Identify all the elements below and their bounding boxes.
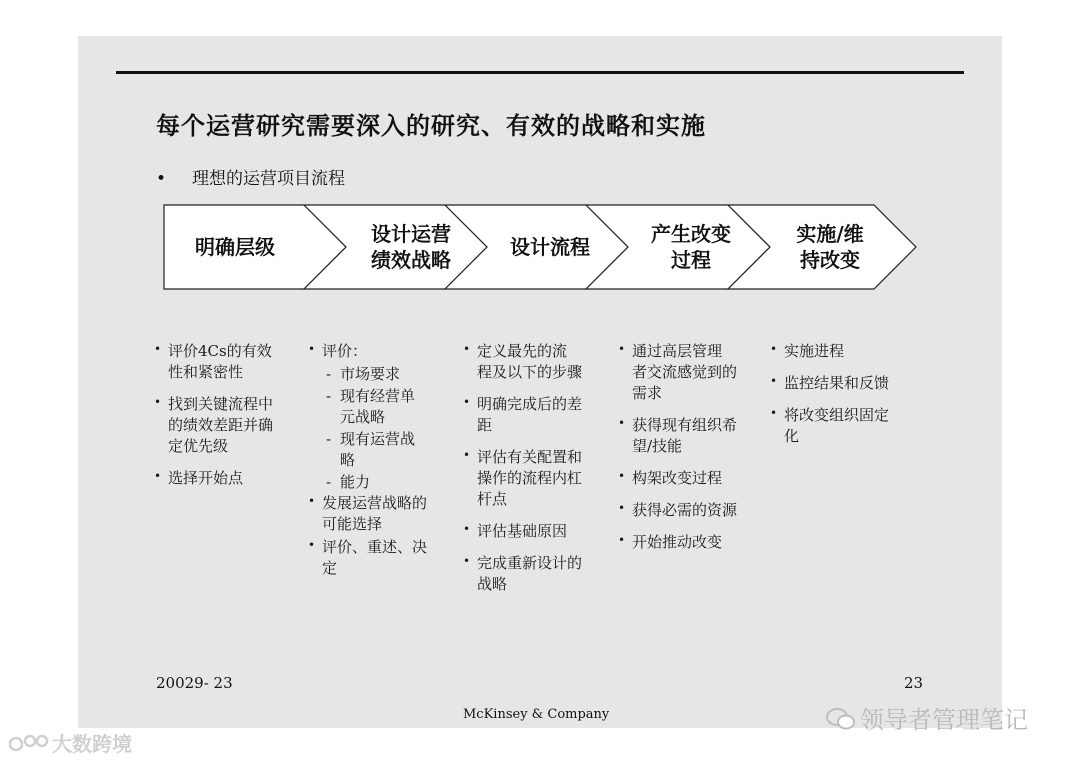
step-2-details: [308, 341, 458, 590]
list-item: • 评估有关配置和 操作的流程内杠 杆点: [463, 448, 583, 508]
sub-item: - 能力: [326, 473, 371, 491]
list-item: • 实施进程: [770, 342, 845, 360]
step-4-details: [618, 341, 768, 564]
step-1-details: [154, 341, 304, 500]
watermark-right: [826, 700, 1028, 735]
page-number: 23: [904, 674, 924, 692]
list-item: • 找到关键流程中 的绩效差距并确 定优先级: [154, 395, 274, 455]
step-5-label: 实施/维 持改变: [796, 222, 864, 272]
list-item: • 构架改变过程: [618, 469, 723, 487]
list-item: • 明确完成后的差 距: [463, 395, 583, 434]
watermark-logo-icon: [8, 732, 52, 754]
watermark-left: [8, 728, 132, 757]
sub-item: - 现有经营单 元战略: [326, 387, 416, 426]
list-item: • 评价：: [308, 342, 368, 360]
list-item: • 获得现有组织希 望/技能: [618, 416, 738, 455]
step-3-details: [463, 341, 613, 606]
watermark-left-text: 大数跨境: [52, 732, 132, 756]
slide-title: 每个运营研究需要深入的研究、有效的战略和实施: [156, 112, 706, 140]
list-item: • 评估基础原因: [463, 522, 568, 540]
list-item: • 将改变组织固定 化: [770, 406, 890, 445]
footer-date: 20029- 23: [156, 674, 233, 692]
list-item: • 评价4Cs的有效 性和紧密性: [154, 342, 272, 381]
list-item: • 获得必需的资源: [618, 501, 738, 519]
company-name: McKinsey & Company: [463, 707, 610, 722]
watermark-right-text: 领导者管理笔记: [860, 706, 1028, 734]
slide: [78, 36, 1002, 728]
subtitle-text: 理想的运营项目流程: [192, 169, 345, 189]
list-item: • 监控结果和反馈: [770, 374, 890, 392]
step-3-label: 设计流程: [510, 235, 590, 259]
sub-item: - 市场要求: [326, 365, 401, 383]
list-item: • 开始推动改变: [618, 533, 723, 551]
step-1-label: 明确层级: [195, 235, 275, 259]
list-item: • 通过高层管理 者交流感觉到的 需求: [618, 342, 738, 402]
step-2-label: 设计运营 绩效战略: [371, 222, 451, 272]
bullet-glyph: •: [156, 169, 167, 189]
wechat-icon: [826, 707, 856, 731]
list-item: • 选择开始点: [154, 469, 244, 487]
list-item: • 评价、重述、决 定: [308, 538, 428, 577]
step-5-details: [770, 341, 920, 458]
step-4-label: 产生改变 过程: [651, 222, 731, 272]
list-item: • 发展运营战略的 可能选择: [308, 494, 428, 533]
sub-item: - 现有运营战 略: [326, 430, 416, 469]
list-item: • 完成重新设计的 战略: [463, 554, 583, 593]
list-item: • 定义最先的流 程及以下的步骤: [463, 342, 583, 381]
process-chevrons: [78, 36, 1002, 336]
